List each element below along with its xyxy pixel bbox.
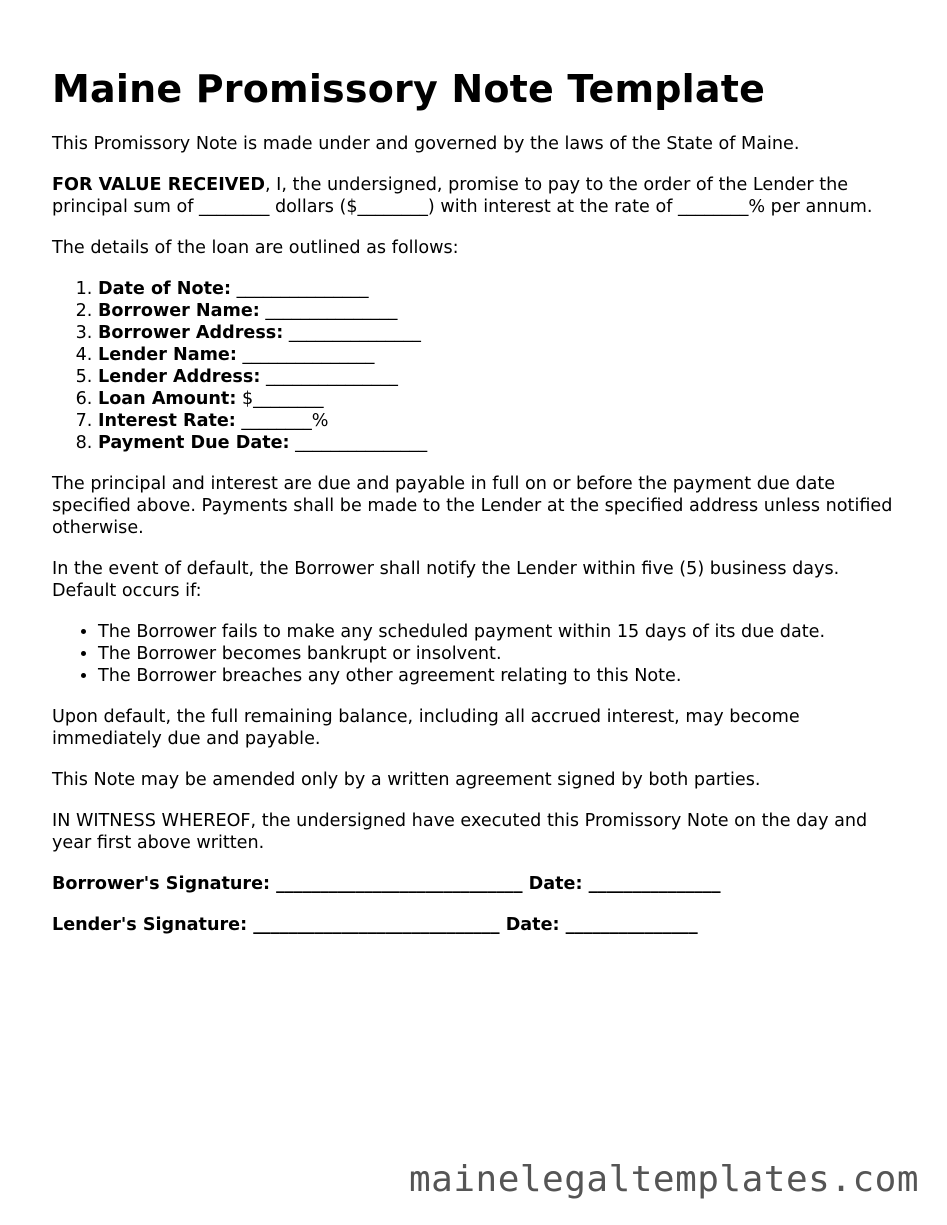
default-conditions-list: [52, 621, 902, 687]
details-intro: The details of the loan are outlined as follows:: [52, 238, 459, 258]
detail-blank: _______________: [289, 433, 428, 453]
detail-label: Borrower Name:: [98, 301, 260, 321]
detail-label: Loan Amount:: [98, 389, 237, 409]
list-item: [98, 278, 902, 300]
list-item: [98, 344, 902, 366]
detail-blank: ________%: [235, 411, 329, 431]
list-item: [98, 366, 902, 388]
detail-blank: $________: [236, 389, 324, 409]
loan-details-list: [52, 278, 902, 454]
detail-blank: _______________: [236, 345, 375, 365]
list-item: [98, 388, 902, 410]
detail-blank: _______________: [231, 279, 369, 299]
document-page: [52, 66, 902, 955]
detail-blank: _______________: [260, 367, 398, 387]
detail-label: Interest Rate:: [98, 411, 236, 431]
list-item: • The Borrower fails to make any scheduled payment within 15 days of its due date.: [98, 621, 902, 643]
list-item: • The Borrower becomes bankrupt or insolvent.: [98, 643, 902, 665]
detail-label: Payment Due Date:: [98, 433, 290, 453]
list-item: [98, 300, 902, 322]
intro-paragraph: This Promissory Note is made under and governed by the laws of the State of Maine.: [52, 134, 800, 154]
upon-default-paragraph: Upon default, the full remaining balance, including all accrued interest, may become immediately due and payable.: [52, 707, 800, 749]
detail-label: Borrower Address:: [98, 323, 284, 343]
detail-blank: _______________: [259, 301, 398, 321]
borrower-signature-line: Borrower's Signature: ____________________________ Date: _______________: [52, 874, 721, 894]
value-received-lead: FOR VALUE RECEIVED: [52, 175, 265, 195]
lender-signature-line: Lender's Signature: ____________________________ Date: _______________: [52, 915, 698, 935]
payment-paragraph: The principal and interest are due and payable in full on or before the payment due date specified above. Payments shall be made to the Lender at the specified address unless notified otherwise.: [52, 474, 893, 538]
detail-blank: _______________: [283, 323, 421, 343]
detail-label: Lender Address:: [98, 367, 261, 387]
default-paragraph: In the event of default, the Borrower shall notify the Lender within five (5) business days. Default occurs if:: [52, 559, 840, 601]
page-title: Maine Promissory Note Template: [52, 67, 766, 111]
list-item: [98, 432, 902, 454]
value-received-text: , I, the undersigned, promise to pay to the order of the Lender the principal sum of ________ dollars ($________) with interest at the rate of ________% per annum.: [52, 175, 873, 217]
site-watermark: mainelegaltemplates.com: [409, 1159, 919, 1200]
value-received-paragraph: [52, 174, 902, 218]
list-item: [98, 410, 902, 432]
detail-label: Lender Name:: [98, 345, 237, 365]
witness-paragraph: IN WITNESS WHEREOF, the undersigned have executed this Promissory Note on the day and year first above written.: [52, 811, 868, 853]
list-item: [98, 322, 902, 344]
detail-label: Date of Note:: [98, 279, 232, 299]
list-item: • The Borrower breaches any other agreement relating to this Note.: [98, 665, 902, 687]
amendment-paragraph: This Note may be amended only by a written agreement signed by both parties.: [52, 770, 761, 790]
